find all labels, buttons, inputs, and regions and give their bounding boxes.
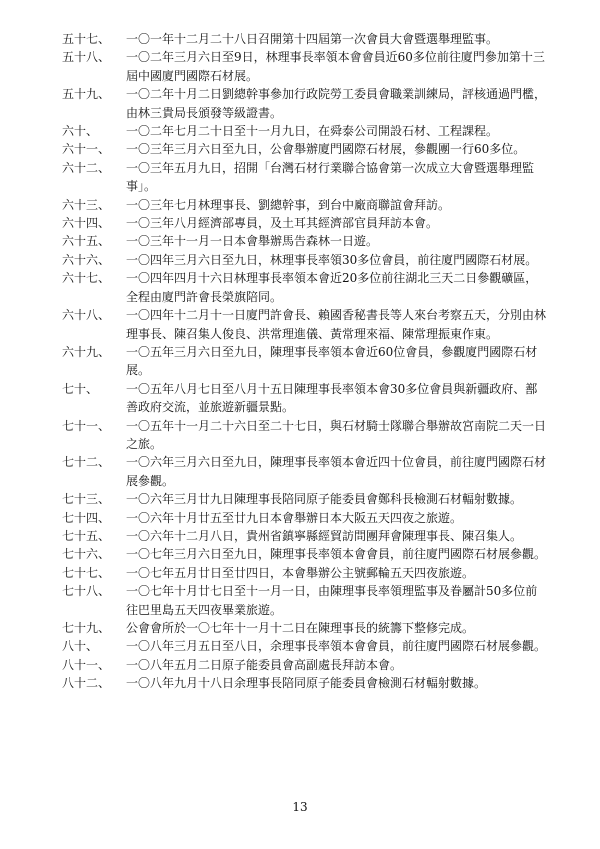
item-text: 一〇一年十二月二十八日召開第十四屆第一次會員大會暨選舉理監事。 <box>126 32 499 46</box>
item-number: 七十三、 <box>62 492 111 507</box>
list-item <box>62 582 548 619</box>
list-item <box>62 545 548 563</box>
item-number: 六十五、 <box>62 234 111 249</box>
item-text: 一〇五年三月六日至九日，陳理事長率領本會近60位會員，參觀廈門國際石材展。 <box>126 344 538 378</box>
item-number: 七十、 <box>62 381 99 396</box>
item-number: 六十三、 <box>62 197 111 212</box>
list-item <box>62 30 548 48</box>
item-number: 七十一、 <box>62 418 111 433</box>
list-item <box>62 85 548 122</box>
item-number: 七十六、 <box>62 547 111 562</box>
item-number: 五十七、 <box>62 32 111 46</box>
item-number: 八十二、 <box>62 676 111 691</box>
list-item <box>62 232 548 250</box>
list-item <box>62 159 548 196</box>
item-text: 一〇六年三月廿九日陳理事長陪同原子能委員會鄭科長檢測石材輻射數據。 <box>126 492 523 507</box>
list-item <box>62 380 548 417</box>
list-item <box>62 637 548 655</box>
item-text: 公會會所於一〇七年十一月十二日在陳理事長的統籌下整修完成。 <box>126 621 475 635</box>
item-number: 六十四、 <box>62 216 111 231</box>
item-number: 六十八、 <box>62 308 111 323</box>
item-text: 一〇五年八月七日至八月十五日陳理事長率領本會30多位會員與新疆政府、鄯善政府交流，並旅遊新疆景點。 <box>126 381 538 415</box>
item-text: 一〇五年十一月二十六日至二十七日，與石材騎士隊聯合舉辦故宮南院二天一日之旅。 <box>126 418 547 451</box>
item-number: 六十九、 <box>62 344 111 359</box>
item-text: 一〇八年三月五日至八日，余理事長率領本會會員，前往廈門國際石材展參觀。 <box>126 639 547 654</box>
page-number: 13 <box>292 800 308 814</box>
item-text: 一〇六年三月六日至九日，陳理事長率領本會近四十位會員，前往廈門國際石材展參觀。 <box>126 455 547 488</box>
list-item <box>62 251 548 269</box>
list-item <box>62 48 548 85</box>
list-item <box>62 196 548 214</box>
list-item <box>62 453 548 490</box>
item-number: 六十一、 <box>62 142 111 157</box>
item-number: 七十八、 <box>62 584 111 599</box>
list-item <box>62 214 548 232</box>
item-text: 一〇六年十二月八日，貴州省鎮寧縣經貿訪問團拜會陳理事長、陳召集人。 <box>126 528 523 543</box>
item-text: 一〇三年十一月一日本會舉辦馬告森林一日遊。 <box>126 234 379 249</box>
list-item <box>62 140 548 158</box>
list-item <box>62 674 548 692</box>
list-item <box>62 527 548 545</box>
item-number: 五十八、 <box>62 50 111 65</box>
item-text: 一〇三年三月六日至九日，公會舉辦廈門國際石材展，參觀團一行60多位。 <box>126 142 526 157</box>
item-text: 一〇三年八月經濟部專員，及土耳其經濟部官員拜訪本會。 <box>126 216 439 231</box>
item-text: 一〇二年七月二十日至十一月九日，在舜泰公司開設石材、工程課程。 <box>126 124 499 139</box>
item-text: 一〇八年五月二日原子能委員會高副處長拜訪本會。 <box>126 657 403 672</box>
item-number: 五十九、 <box>62 87 111 102</box>
item-text: 一〇四年三月六日至九日，林理事長率領30多位會員，前往廈門國際石材展。 <box>126 252 538 267</box>
item-text: 一〇七年三月六日至九日，陳理事長率領本會會員，前往廈門國際石材展參觀。 <box>126 547 547 562</box>
item-number: 七十四、 <box>62 510 111 525</box>
list-item <box>62 343 548 380</box>
item-text: 一〇三年五月九日，招開「台灣石材行業聯合協會第一次成立大會暨選舉理監事」。 <box>126 160 535 194</box>
item-number: 六十二、 <box>62 160 111 175</box>
list-item <box>62 564 548 582</box>
list-item <box>62 269 548 306</box>
item-text: 一〇二年十月二日劉總幹事參加行政院勞工委員會職業訓練局，評核通過門檻，由林三貴局長頒發等級證書。 <box>126 87 547 120</box>
item-text: 一〇七年五月廿日至廿四日，本會舉辦公主號郵輪五天四夜旅遊。 <box>126 565 475 580</box>
list-item <box>62 509 548 527</box>
item-number: 六十、 <box>62 124 99 139</box>
item-text: 一〇三年七月林理事長、劉總幹事，到台中廠商聯誼會拜訪。 <box>126 197 451 212</box>
item-number: 六十七、 <box>62 271 111 286</box>
item-text: 一〇四年十二月十一日廈門許會長、賴國香秘書長等人來台考察五天，分別由林理事長、陳召集人俊良、洪常理進儀、黃常理來福、陳常理振東作東。 <box>126 308 547 341</box>
item-text: 一〇六年十月廿五至廿九日本會舉辦日本大阪五天四夜之旅遊。 <box>126 510 463 525</box>
item-text: 一〇四年四月十六日林理事長率領本會近20多位前往湖北三天二日參觀礦區，全程由廈門許會長榮旗陪同。 <box>126 271 538 304</box>
item-number: 八十一、 <box>62 657 111 672</box>
item-number: 七十二、 <box>62 455 111 470</box>
item-number: 六十六、 <box>62 252 111 267</box>
item-text: 一〇七年十月廿七日至十一月一日，由陳理事長率領理監事及眷屬計50多位前往巴里島五天四夜畢業旅遊。 <box>126 584 538 617</box>
item-number: 八十、 <box>62 639 99 654</box>
item-text: 一〇八年九月十八日余理事長陪同原子能委員會檢測石材輻射數據。 <box>126 676 487 691</box>
item-number: 七十七、 <box>62 565 111 580</box>
item-text: 一〇二年三月六日至9日，林理事長率領本會會員近60多位前往廈門參加第十三屆中國廈門國際石材展。 <box>126 50 545 83</box>
item-number: 七十五、 <box>62 528 111 543</box>
list-item <box>62 490 548 508</box>
list-item <box>62 306 548 343</box>
list-item <box>62 122 548 140</box>
list-item <box>62 656 548 674</box>
document-body <box>62 30 548 693</box>
list-item <box>62 619 548 637</box>
list-item <box>62 417 548 454</box>
item-number: 七十九、 <box>62 621 111 635</box>
